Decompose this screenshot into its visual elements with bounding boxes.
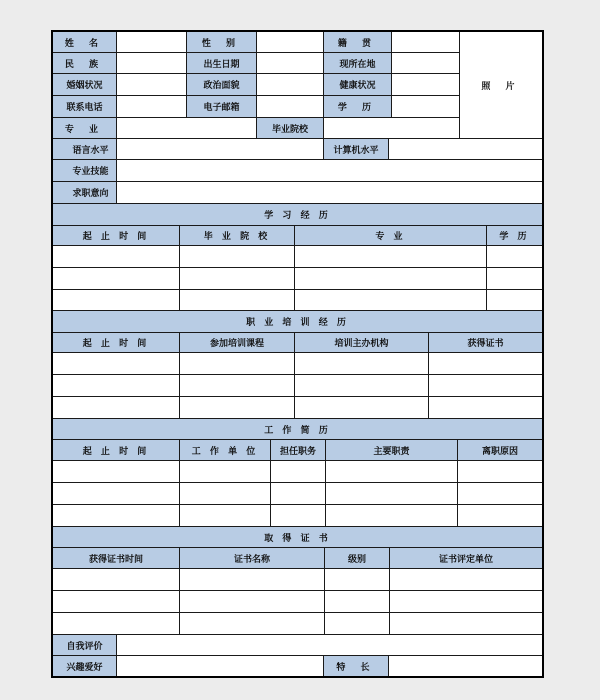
work-cell[interactable] — [270, 460, 326, 483]
certs-cell[interactable] — [52, 590, 180, 613]
label-skills: 专业技能 — [52, 159, 117, 182]
certs-cell[interactable] — [52, 612, 180, 635]
training-cell[interactable] — [428, 352, 543, 375]
study-cell[interactable] — [179, 267, 295, 290]
residence-field[interactable] — [391, 52, 460, 74]
study-cell[interactable] — [294, 267, 487, 290]
training-cell[interactable] — [294, 352, 429, 375]
label-language: 语言水平 — [52, 138, 117, 160]
label-political: 政治面貌 — [186, 73, 257, 96]
label-birth-date: 出生日期 — [186, 52, 257, 74]
work-header-position: 担任职务 — [270, 439, 326, 461]
certs-header-level: 级别 — [324, 547, 390, 569]
work-header-reason: 离职原因 — [457, 439, 543, 461]
language-field[interactable] — [116, 138, 324, 160]
study-cell[interactable] — [486, 289, 543, 311]
training-cell[interactable] — [428, 374, 543, 397]
label-health: 健康状况 — [323, 73, 392, 96]
label-ethnicity: 民 族 — [52, 52, 117, 74]
name-field[interactable] — [116, 31, 187, 53]
computer-field[interactable] — [388, 138, 543, 160]
self-eval-field[interactable] — [116, 634, 543, 656]
certs-cell[interactable] — [324, 568, 390, 591]
certs-cell[interactable] — [389, 590, 543, 613]
training-cell[interactable] — [294, 396, 429, 419]
study-cell[interactable] — [486, 267, 543, 290]
study-header-period: 起 止 时 间 — [52, 225, 180, 246]
label-hobbies: 兴趣爱好 — [52, 655, 117, 677]
study-cell[interactable] — [294, 289, 487, 311]
training-header-certificate: 获得证书 — [428, 332, 543, 353]
work-header-period: 起 止 时 间 — [52, 439, 180, 461]
work-cell[interactable] — [270, 504, 326, 527]
study-cell[interactable] — [52, 267, 180, 290]
work-cell[interactable] — [179, 482, 271, 505]
work-cell[interactable] — [325, 460, 458, 483]
label-marital: 婚姻状况 — [52, 73, 117, 96]
label-computer: 计算机水平 — [323, 138, 389, 160]
study-cell[interactable] — [179, 245, 295, 268]
specialty-field[interactable] — [388, 655, 543, 677]
photo-box[interactable]: 照 片 — [459, 31, 543, 139]
study-cell[interactable] — [486, 245, 543, 268]
email-field[interactable] — [256, 95, 324, 118]
label-gender: 性 别 — [186, 31, 257, 53]
work-cell[interactable] — [52, 504, 180, 527]
study-cell[interactable] — [52, 289, 180, 311]
training-header-course: 参加培训课程 — [179, 332, 295, 353]
study-cell[interactable] — [294, 245, 487, 268]
work-header-employer: 工 作 单 位 — [179, 439, 271, 461]
training-cell[interactable] — [179, 374, 295, 397]
gender-field[interactable] — [256, 31, 324, 53]
label-phone: 联系电话 — [52, 95, 117, 118]
study-cell[interactable] — [52, 245, 180, 268]
training-cell[interactable] — [428, 396, 543, 419]
birth-date-field[interactable] — [256, 52, 324, 74]
certs-cell[interactable] — [52, 568, 180, 591]
label-major: 专 业 — [52, 117, 117, 139]
skills-field[interactable] — [116, 159, 543, 182]
label-residence: 现所在地 — [323, 52, 392, 74]
training-cell[interactable] — [294, 374, 429, 397]
label-specialty: 特 长 — [323, 655, 389, 677]
work-cell[interactable] — [325, 504, 458, 527]
training-cell[interactable] — [52, 352, 180, 375]
certs-cell[interactable] — [179, 590, 325, 613]
label-origin: 籍 贯 — [323, 31, 392, 53]
label-intention: 求职意向 — [52, 181, 117, 204]
certs-header-name: 证书名称 — [179, 547, 325, 569]
training-cell[interactable] — [52, 396, 180, 419]
section-work-title: 工 作 简 历 — [52, 418, 543, 440]
hobbies-field[interactable] — [116, 655, 324, 677]
school-field[interactable] — [323, 117, 460, 139]
section-training-title: 职 业 培 训 经 历 — [52, 310, 543, 333]
training-cell[interactable] — [179, 352, 295, 375]
label-self-eval: 自我评价 — [52, 634, 117, 656]
work-header-duties: 主要职责 — [325, 439, 458, 461]
training-header-period: 起 止 时 间 — [52, 332, 180, 353]
label-education: 学 历 — [323, 95, 392, 118]
work-cell[interactable] — [179, 460, 271, 483]
certs-cell[interactable] — [324, 590, 390, 613]
work-cell[interactable] — [52, 460, 180, 483]
study-header-major: 专 业 — [294, 225, 487, 246]
training-cell[interactable] — [179, 396, 295, 419]
major-field[interactable] — [116, 117, 257, 139]
marital-field[interactable] — [116, 73, 187, 96]
label-school: 毕业院校 — [256, 117, 324, 139]
certs-header-issuer: 证书评定单位 — [389, 547, 543, 569]
work-cell[interactable] — [457, 504, 543, 527]
origin-field[interactable] — [391, 31, 460, 53]
certs-cell[interactable] — [324, 612, 390, 635]
label-email: 电子邮箱 — [186, 95, 257, 118]
health-field[interactable] — [391, 73, 460, 96]
political-field[interactable] — [256, 73, 324, 96]
section-study-title: 学 习 经 历 — [52, 203, 543, 226]
education-field[interactable] — [391, 95, 460, 118]
ethnicity-field[interactable] — [116, 52, 187, 74]
work-cell[interactable] — [457, 482, 543, 505]
certs-cell[interactable] — [389, 612, 543, 635]
certs-cell[interactable] — [389, 568, 543, 591]
study-cell[interactable] — [179, 289, 295, 311]
label-name: 姓 名 — [52, 31, 117, 53]
phone-field[interactable] — [116, 95, 187, 118]
training-header-organizer: 培训主办机构 — [294, 332, 429, 353]
study-header-degree: 学 历 — [486, 225, 543, 246]
training-cell[interactable] — [52, 374, 180, 397]
study-header-school: 毕 业 院 校 — [179, 225, 295, 246]
work-cell[interactable] — [270, 482, 326, 505]
work-cell[interactable] — [52, 482, 180, 505]
certs-cell[interactable] — [179, 568, 325, 591]
work-cell[interactable] — [457, 460, 543, 483]
certs-cell[interactable] — [179, 612, 325, 635]
section-certs-title: 取 得 证 书 — [52, 526, 543, 548]
work-cell[interactable] — [325, 482, 458, 505]
certs-header-date: 获得证书时间 — [52, 547, 180, 569]
work-cell[interactable] — [179, 504, 271, 527]
intention-field[interactable] — [116, 181, 543, 204]
